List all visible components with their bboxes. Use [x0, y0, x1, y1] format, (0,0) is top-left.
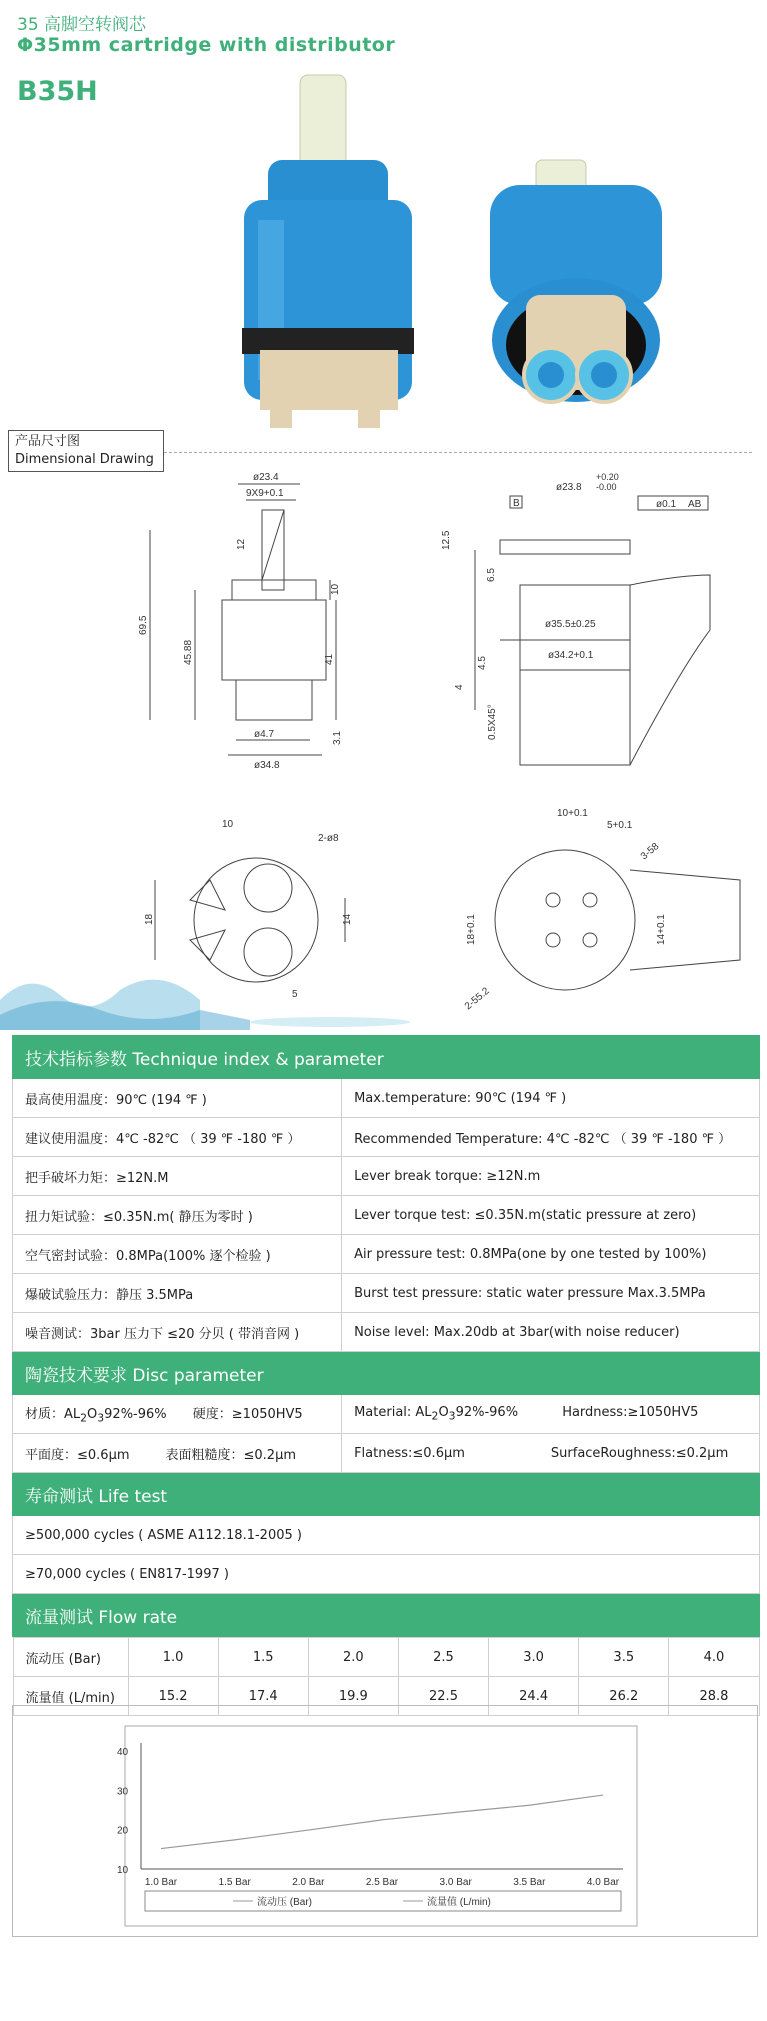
- y-tick-label: 40: [117, 1747, 129, 1758]
- dimensional-drawing-label: [8, 430, 164, 472]
- dim-tol-plus: +0.20: [596, 472, 619, 482]
- tech-cn-5: 爆破试验压力：静压 3.5MPa: [13, 1274, 342, 1313]
- flow-rate-cell: 28.8: [669, 1677, 759, 1716]
- x-tick-label: 3.0 Bar: [439, 1877, 472, 1888]
- chem-al: 材质：AL: [25, 1407, 81, 1423]
- dim-h12: 12: [236, 538, 247, 550]
- x-tick-label: 2.0 Bar: [292, 1877, 325, 1888]
- disc-heading: 陶瓷技术要求 Disc parameter: [13, 1352, 760, 1395]
- tech-cn-4: 空气密封试验：0.8MPa(100% 逐个检验 ): [13, 1235, 342, 1274]
- series-line: [161, 1795, 603, 1848]
- y-tick-label: 20: [117, 1825, 129, 1837]
- life-heading: 寿命测试 Life test: [13, 1473, 760, 1516]
- section-divider: [164, 452, 752, 453]
- life-row-1: ≥70,000 cycles ( EN817-1997 ): [13, 1555, 760, 1594]
- flow-pressure-label: 流动压 (Bar): [13, 1638, 128, 1677]
- table-row: [13, 1555, 760, 1594]
- chem-o: O: [87, 1407, 98, 1423]
- title-english: Φ35mm cartridge with distributor: [17, 34, 396, 56]
- disc-flatness-en-cell: [342, 1434, 760, 1473]
- disc-material-cn: [25, 1407, 167, 1425]
- chem-sub: 2: [431, 1409, 439, 1423]
- legend-frame: [145, 1891, 621, 1911]
- tech-cn-3: 扭力矩试验：≤0.35N.m( 静压为零时 ): [13, 1196, 342, 1235]
- chem-o: O: [438, 1405, 449, 1421]
- dim-d355: ø35.5±0.25: [545, 619, 596, 630]
- table-row: [13, 1157, 760, 1196]
- dim-tol-frame: ø0.1: [656, 499, 677, 510]
- dim-label-cn: 产品尺寸图: [15, 434, 81, 449]
- dim-chamfer: 0.5X45°: [487, 704, 498, 740]
- dim-h45b: 4.5: [477, 656, 488, 670]
- flow-rate-label: 流量值 (L/min): [13, 1677, 128, 1716]
- disc-flatness-cn: 平面度：≤0.6μm: [25, 1447, 130, 1463]
- table-row: [13, 1313, 760, 1352]
- flow-rate-cell: 15.2: [128, 1677, 218, 1716]
- technique-heading: 技术指标参数 Technique index & parameter: [13, 1036, 760, 1079]
- model-number: B35H: [17, 76, 98, 107]
- dim-h18: 18: [144, 913, 155, 925]
- dim-h45: 45.88: [183, 639, 194, 665]
- water-splash-decoration: [0, 960, 400, 1030]
- disc-roughness-en: SurfaceRoughness:≤0.2μm: [550, 1445, 729, 1461]
- flow-rate-cell: 22.5: [398, 1677, 488, 1716]
- table-row: [13, 1079, 760, 1118]
- flow-heading: 流量测试 Flow rate: [13, 1594, 760, 1637]
- x-tick-label: 1.5 Bar: [218, 1877, 251, 1888]
- dim-w10b: 10+0.1: [557, 808, 588, 819]
- chem-al: Material: AL: [354, 1405, 432, 1421]
- dim-w5b: 5+0.1: [607, 820, 633, 831]
- dim-ref-b: B: [513, 498, 520, 509]
- dim-spline: 9X9+0.1: [246, 488, 284, 499]
- life-row-0: ≥500,000 cycles ( ASME A112.18.1-2005 ): [13, 1516, 760, 1555]
- chem-pct: 92%-96%: [455, 1405, 519, 1421]
- tech-cn-1: 建议使用温度：4℃ -82℃ （ 39 ℉ -180 ℉ ）: [13, 1118, 342, 1157]
- tech-en-4: Air pressure test: 0.8MPa(one by one tested by 100%): [342, 1235, 760, 1274]
- legend-label: 流量值 (L/min): [427, 1897, 491, 1908]
- dim-h14: 14: [342, 913, 353, 925]
- table-row: [13, 1395, 760, 1434]
- flow-pressure-cell: 3.0: [489, 1638, 579, 1677]
- disc-roughness-cn: 表面粗糙度：≤0.2μm: [165, 1447, 297, 1463]
- table-row: [13, 1516, 760, 1555]
- table-row: [13, 1196, 760, 1235]
- tech-en-5: Burst test pressure: static water pressure Max.3.5MPa: [342, 1274, 760, 1313]
- flow-pressure-row: [13, 1638, 759, 1677]
- tech-cn-2: 把手破坏力矩：≥12N.M: [13, 1157, 342, 1196]
- chart-legend: [145, 1891, 621, 1911]
- disc-flatness-cn-cell: [13, 1434, 342, 1473]
- disc-material-hardness-cn: [13, 1395, 342, 1434]
- dim-h10: 10: [330, 583, 341, 595]
- flow-pressure-cell: 4.0: [669, 1638, 759, 1677]
- cartridge-photo-bottom: [486, 160, 666, 410]
- table-row: [13, 1235, 760, 1274]
- tech-en-0: Max.temperature: 90℃ (194 ℉ ): [342, 1079, 760, 1118]
- tech-en-2: Lever break torque: ≥12N.m: [342, 1157, 760, 1196]
- dim-d348: ø34.8: [254, 760, 280, 771]
- tech-en-1: Recommended Temperature: 4℃ -82℃ （ 39 ℉ -180 ℉ ）: [342, 1118, 760, 1157]
- technical-drawings: [0, 470, 767, 1013]
- side-view-drawing: [150, 484, 336, 755]
- spec-table: [12, 1035, 760, 1716]
- flow-pressure-cell: 1.5: [218, 1638, 308, 1677]
- chart-plot-frame: [125, 1726, 637, 1926]
- disc-flatness-en: Flatness:≤0.6μm: [354, 1445, 465, 1461]
- y-tick-label: 30: [117, 1786, 129, 1798]
- tech-en-3: Lever torque test: ≤0.35N.m(static pressure at zero): [342, 1196, 760, 1235]
- dim-h18b: 18+0.1: [466, 914, 477, 945]
- flow-pressure-cell: 3.5: [579, 1638, 669, 1677]
- disc-material-hardness-en: [342, 1395, 760, 1434]
- tech-cn-0: 最高使用温度：90℃ (194 ℉ ): [13, 1079, 342, 1118]
- seat-bottom-drawing: [495, 850, 740, 990]
- dim-tol-minus: -0.00: [596, 482, 617, 492]
- dim-ref-ab: AB: [688, 499, 702, 510]
- disc-hardness-cn: 硬度：≥1050HV5: [192, 1407, 303, 1423]
- dim-h125: 12.5: [441, 530, 452, 550]
- flow-rate-cell: 19.9: [308, 1677, 398, 1716]
- dim-h31: 3.1: [332, 731, 343, 745]
- dim-h41: 41: [324, 653, 335, 665]
- chem-sub: 2: [80, 1411, 88, 1425]
- chart-series: [161, 1795, 603, 1848]
- dim-w5: 5: [292, 989, 298, 1000]
- dim-d342: ø34.2+0.1: [548, 650, 594, 661]
- dim-h69: 69.5: [138, 615, 149, 635]
- dim-holes: 2-ø8: [318, 833, 339, 844]
- tech-cn-6: 噪音测试：3bar 压力下 ≤20 分贝 ( 带消音网 ): [13, 1313, 342, 1352]
- dim-r358: 3-58: [638, 841, 662, 863]
- flow-pressure-cell: 2.5: [398, 1638, 488, 1677]
- table-row: [13, 1274, 760, 1313]
- dim-r552: 2-55.2: [462, 985, 492, 1013]
- dim-h4: 4: [454, 684, 465, 690]
- y-tick-label: 10: [117, 1865, 129, 1876]
- table-row: [13, 1434, 760, 1473]
- x-tick-label: 4.0 Bar: [586, 1877, 620, 1888]
- legend-label: 流动压 (Bar): [257, 1897, 312, 1908]
- flow-pressure-cell: 1.0: [128, 1638, 218, 1677]
- disc-material-en: [354, 1405, 519, 1423]
- flow-pressure-cell: 2.0: [308, 1638, 398, 1677]
- dim-h14b: 14+0.1: [656, 914, 667, 945]
- flow-rate-cell: 24.4: [489, 1677, 579, 1716]
- x-tick-label: 3.5 Bar: [513, 1877, 546, 1888]
- chem-sub: 3: [448, 1409, 456, 1423]
- flow-rate-cell: 17.4: [218, 1677, 308, 1716]
- dim-label-en: Dimensional Drawing: [15, 452, 154, 467]
- tech-en-6: Noise level: Max.20db at 3bar(with noise reducer): [342, 1313, 760, 1352]
- disc-hardness-en: Hardness:≥1050HV5: [562, 1405, 699, 1421]
- flow-chart: [13, 1706, 757, 1936]
- chem-pct: 92%-96%: [104, 1407, 167, 1423]
- flow-chart-frame: [12, 1705, 758, 1937]
- chem-sub: 3: [97, 1411, 105, 1425]
- dim-d-top: ø23.4: [253, 472, 279, 483]
- table-row: [13, 1118, 760, 1157]
- chart-ticks: [117, 1747, 620, 1888]
- title-chinese: 35 高脚空转阀芯: [17, 15, 147, 35]
- dim-d238: ø23.8: [556, 482, 582, 493]
- x-tick-label: 2.5 Bar: [365, 1877, 399, 1888]
- flow-rate-cell: 26.2: [579, 1677, 669, 1716]
- x-tick-label: 1.0 Bar: [144, 1877, 178, 1888]
- cartridge-photo-side: [238, 70, 418, 430]
- dim-w10: 10: [222, 819, 234, 830]
- dim-h65: 6.5: [486, 568, 497, 582]
- dim-d47: ø4.7: [254, 729, 275, 740]
- chart-axes: [141, 1743, 623, 1869]
